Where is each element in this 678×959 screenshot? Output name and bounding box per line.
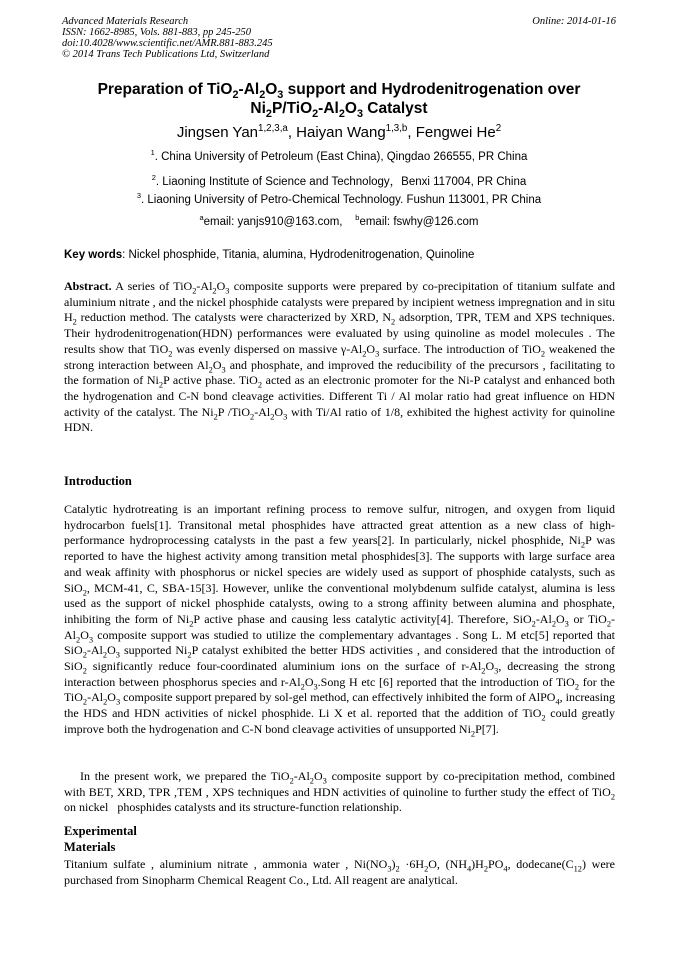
affiliation-1: $^1$. China University of Petroleum (East China), Qingdao 266555, PR China bbox=[150, 148, 528, 163]
online-date: Online: 2014-01-16 bbox=[532, 16, 616, 27]
doi-line: doi:10.4028/www.scientific.net/AMR.881-883.245 bbox=[62, 38, 273, 49]
introduction-heading: Introduction bbox=[64, 474, 132, 488]
copyright-line: © 2014 Trans Tech Publications Ltd, Switzerland bbox=[62, 49, 270, 60]
experimental-heading: Experimental bbox=[64, 824, 137, 838]
paper-title: Preparation of $TiO_2-Al_2O_3$ support and Hydrodenitrogenation over $Ni_2P/TiO_2-Al_2O_3$ Catalyst bbox=[97, 81, 581, 121]
materials-heading: Materials bbox=[64, 840, 116, 854]
author-list: Jingsen Yan$^{1,2,3,a}$, Haiyan Wang$^{1,3,b}$, Fengwei He$^2$ bbox=[176, 123, 502, 141]
introduction-paragraph-2: In the present work, we prepared the $TiO_2-Al_2O_3$ composite support by co-precipitation method, combined with BET, XRD, TPR ,TEM , XPS techniques and HDN activities of quinoline to further study the effect of TiO$_2$ on nickel phosphides catalysts and its structure-function relationship. bbox=[64, 769, 615, 815]
abstract-paragraph: Abstract. A series of $TiO_2-Al_2O_3$ composite supports were prepared by co-precipitation of titanium sulfate and aluminium nitrate , and the nickel phosphide catalysts were prepared by incipient wetness impregnation and in situ $H_2$ reduction method. The catalysts were characterized by XRD, $N_2$ adsorption, TPR, TEM and XPS techniques. Their hydrodenitrogenation(HDN) performances were evaluated by using quinoline as model molecules . The results show that TiO$_2$ was evenly dispersed on massive $\gamma-Al_2O_3$ surface. The introduction of TiO$_2$ weakened the strong interaction between $Al_2O_3$ and phosphate, and improved the reducibility of the precursors , facilitating to the formation of $Ni_2P$ active phase. TiO$_2$ acted as an electronic promoter for the Ni-P catalyst and enhanced both the hydrogenation and C-N bond cleavage activities. Different Ti / Al molar ratio had great influence on HDN activity of the catalyst. The $Ni_2P$ $/TiO_2-Al_2O_3$ with Ti/Al ratio of 1/8, exhibited the highest activity for quinoline HDN. bbox=[64, 279, 615, 435]
affiliation-3: $^3$. Liaoning University of Petro-Chemical Technology. Fushun 113001, PR China bbox=[136, 191, 542, 206]
keywords: Key words: Nickel phosphide, Titania, alumina, Hydrodenitrogenation, Quinoline bbox=[64, 249, 475, 261]
journal-name: Advanced Materials Research bbox=[62, 16, 189, 27]
author-emails: $^a$email: yanjs910@163.com, $^b$email: fswhy@126.com bbox=[199, 213, 479, 228]
introduction-paragraph-1: Catalytic hydrotreating is an important refining process to remove sulfur, nitrogen, and oxygen from liquid hydrocarbon fuels[1]. Transitonal metal phosphides have attracted great attention as a new class of high-performance hydroprocessing catalysts in the past a few years[2]. In particularly, nickel phosphide, $Ni_2P$ was reported to have the highest activity among transition metal phosphides[3]. The supports with large surface area and weak affinity with phosphorus or nickel species are widely used as support of phosphide catalysts, such as SiO$_2$, MCM-41, C, SBA-15[3]. However, unlike the conventional molybdenum sulfide catalyst, alumina is less used as the support of nickel phosphide catalysts, owing to a strong affinity between alumina and phosphate, inhibiting the form of $Ni_2P$ active phase and causing less catalytic activity[4]. Therefore, $SiO_2-Al_2O_3$ or $TiO_2-Al_2O_3$ composite support was studied to utilize the complementary advantages . Song L. M etc[5] reported that $SiO_2-Al_2O_3$ supported $Ni_2P$ catalyst exhibited the better HDS activities , and considered that the introduction of SiO$_2$ significantly reduce four-coordinated aluminium ions on the surface of $r-Al_2O_3$, decreasing the strong interaction between phosphorus species and $r-Al_2O_3.Song$ H etc [6] reported that the introduction of TiO$_2$ for the $TiO_2-Al_2O_3$ composite support prepared by sol-gel method, can effectively inhibited the form of AlPO$_4$, increasing the HDS and HDN activities of nickel phosphide. Li X et al. reported that the addition of TiO$_2$ could greatly improve both the hydrogenation and C-N bond cleavage activities of unsupported $Ni_2P[7]$. bbox=[64, 502, 616, 739]
materials-paragraph: Titanium sulfate , aluminium nitrate , ammonia water , $Ni(NO_3)_2 \cdot 6H_2O$, $(NH_4)H_2PO_4$, $dodecane(C_{12})$ were purchased from Sinopharm Chemical Reagent Co., Ltd. All reagent are analytical. bbox=[64, 857, 615, 887]
issn-line: ISSN: 1662-8985, Vols. 881-883, pp 245-250 bbox=[62, 27, 251, 38]
affiliation-2: $^2$. Liaoning Institute of Science and Technology，Benxi 117004, PR China bbox=[151, 173, 527, 188]
